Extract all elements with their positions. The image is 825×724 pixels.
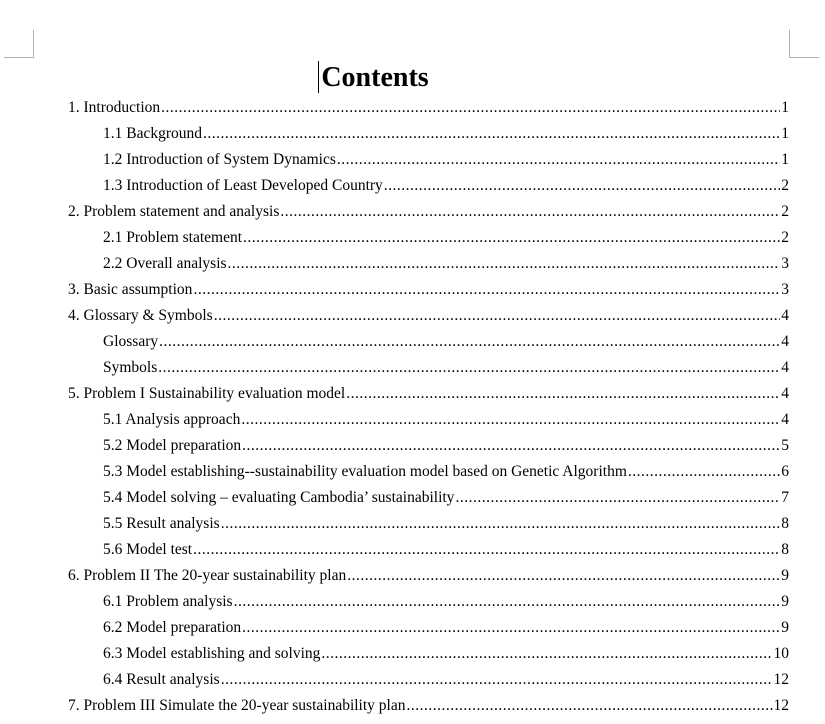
- toc-entry[interactable]: [68, 641, 789, 667]
- toc-dot-leader: [193, 537, 780, 563]
- toc-entry-page-number[interactable]: 4: [781, 333, 789, 350]
- toc-dot-leader: [384, 173, 780, 199]
- toc-entry[interactable]: [68, 511, 789, 537]
- toc-entry-label[interactable]: 1.3 Introduction of Least Developed Country: [103, 177, 383, 194]
- toc-entry[interactable]: [68, 277, 789, 303]
- toc-entry[interactable]: [68, 251, 789, 277]
- toc-entry-label[interactable]: 1.2 Introduction of System Dynamics: [103, 151, 336, 168]
- toc-entry-page-number[interactable]: 1: [781, 151, 789, 168]
- toc-entry-page-number[interactable]: 7: [781, 489, 789, 506]
- toc-entry-page-number[interactable]: 4: [781, 411, 789, 428]
- toc-entry[interactable]: [68, 615, 789, 641]
- toc-entry[interactable]: [68, 589, 789, 615]
- toc-entry[interactable]: [68, 693, 789, 719]
- toc-entry-label[interactable]: 6.1 Problem analysis: [103, 593, 233, 610]
- toc-entry-page-number[interactable]: 4: [781, 307, 789, 324]
- toc-entry[interactable]: [68, 381, 789, 407]
- toc-dot-leader: [234, 589, 781, 615]
- toc-entry-label[interactable]: 5.5 Result analysis: [103, 515, 220, 532]
- toc-dot-leader: [346, 381, 780, 407]
- toc-entry-label[interactable]: 2.2 Overall analysis: [103, 255, 227, 272]
- toc-dot-leader: [214, 303, 781, 329]
- toc-entry[interactable]: [68, 563, 789, 589]
- toc-entry[interactable]: [68, 225, 789, 251]
- toc-entry[interactable]: [68, 355, 789, 381]
- toc-entry-page-number[interactable]: 9: [781, 619, 789, 636]
- toc-entry-page-number[interactable]: 3: [781, 281, 789, 298]
- toc-entry[interactable]: [68, 667, 789, 693]
- toc-dot-leader: [241, 407, 780, 433]
- toc-entry-page-number[interactable]: 8: [781, 541, 789, 558]
- toc-dot-leader: [242, 433, 780, 459]
- toc-entry[interactable]: [68, 485, 789, 511]
- toc-dot-leader: [228, 251, 781, 277]
- toc-entry-page-number[interactable]: 4: [781, 359, 789, 376]
- toc-entry-label[interactable]: 6. Problem II The 20-year sustainability plan: [68, 567, 347, 584]
- toc-entry-page-number[interactable]: 2: [781, 229, 789, 246]
- toc-entry[interactable]: [68, 303, 789, 329]
- toc-entry-label[interactable]: 4. Glossary & Symbols: [68, 307, 213, 324]
- toc-dot-leader: [628, 459, 780, 485]
- contents-heading[interactable]: Contents: [321, 62, 429, 93]
- toc-entry-label[interactable]: 5. Problem I Sustainability evaluation model: [68, 385, 346, 402]
- toc-dot-leader: [321, 641, 772, 667]
- toc-entry-label[interactable]: 5.3 Model establishing--sustainability evaluation model based on Genetic Algorithm: [103, 463, 627, 480]
- toc-entry[interactable]: [68, 537, 789, 563]
- toc-entry-page-number[interactable]: 5: [781, 437, 789, 454]
- toc-entry-page-number[interactable]: 2: [781, 203, 789, 220]
- table-of-contents: [68, 95, 789, 719]
- toc-entry[interactable]: [68, 173, 789, 199]
- toc-entry-label[interactable]: Symbols: [103, 359, 158, 376]
- toc-entry-label[interactable]: 1. Introduction: [68, 99, 161, 116]
- toc-entry-page-number[interactable]: 12: [773, 697, 789, 714]
- toc-dot-leader: [159, 329, 780, 355]
- toc-entry-label[interactable]: 5.2 Model preparation: [103, 437, 242, 454]
- toc-entry-page-number[interactable]: 2: [781, 177, 789, 194]
- toc-entry-label[interactable]: 7. Problem III Simulate the 20-year sustainability plan: [68, 697, 406, 714]
- toc-entry-page-number[interactable]: 1: [781, 125, 789, 142]
- toc-entry[interactable]: [68, 147, 789, 173]
- toc-entry[interactable]: [68, 121, 789, 147]
- toc-dot-leader: [347, 563, 780, 589]
- toc-entry-page-number[interactable]: 8: [781, 515, 789, 532]
- toc-dot-leader: [455, 485, 780, 511]
- toc-dot-leader: [406, 693, 772, 719]
- toc-entry-label[interactable]: Glossary: [103, 333, 159, 350]
- toc-dot-leader: [221, 511, 781, 537]
- toc-dot-leader: [337, 147, 780, 173]
- toc-entry[interactable]: [68, 329, 789, 355]
- toc-entry-page-number[interactable]: 1: [781, 99, 789, 116]
- toc-entry-label[interactable]: 5.6 Model test: [103, 541, 193, 558]
- toc-dot-leader: [203, 121, 780, 147]
- toc-entry[interactable]: [68, 433, 789, 459]
- toc-entry-page-number[interactable]: 9: [781, 567, 789, 584]
- text-cursor: [318, 61, 319, 93]
- toc-entry[interactable]: [68, 199, 789, 225]
- toc-entry-label[interactable]: 2. Problem statement and analysis: [68, 203, 280, 220]
- toc-dot-leader: [221, 667, 773, 693]
- toc-entry-label[interactable]: 5.1 Analysis approach: [103, 411, 241, 428]
- toc-entry-label[interactable]: 3. Basic assumption: [68, 281, 193, 298]
- toc-dot-leader: [158, 355, 780, 381]
- toc-entry-page-number[interactable]: 10: [773, 645, 789, 662]
- toc-entry-label[interactable]: 2.1 Problem statement: [103, 229, 243, 246]
- toc-entry-label[interactable]: 6.3 Model establishing and solving: [103, 645, 321, 662]
- toc-dot-leader: [242, 615, 780, 641]
- toc-entry-page-number[interactable]: 3: [781, 255, 789, 272]
- toc-dot-leader: [161, 95, 780, 121]
- toc-entry-page-number[interactable]: 12: [773, 671, 789, 688]
- toc-dot-leader: [193, 277, 780, 303]
- toc-entry-page-number[interactable]: 6: [781, 463, 789, 480]
- toc-entry-label[interactable]: 1.1 Background: [103, 125, 203, 142]
- toc-entry-label[interactable]: 5.4 Model solving – evaluating Cambodia’ sustainability: [103, 489, 455, 506]
- toc-dot-leader: [243, 225, 780, 251]
- toc-entry[interactable]: [68, 459, 789, 485]
- toc-dot-leader: [280, 199, 780, 225]
- toc-entry-page-number[interactable]: 4: [781, 385, 789, 402]
- toc-entry-page-number[interactable]: 9: [781, 593, 789, 610]
- toc-entry-label[interactable]: 6.2 Model preparation: [103, 619, 242, 636]
- toc-entry[interactable]: [68, 407, 789, 433]
- toc-entry-label[interactable]: 6.4 Result analysis: [103, 671, 220, 688]
- toc-entry[interactable]: [68, 95, 789, 121]
